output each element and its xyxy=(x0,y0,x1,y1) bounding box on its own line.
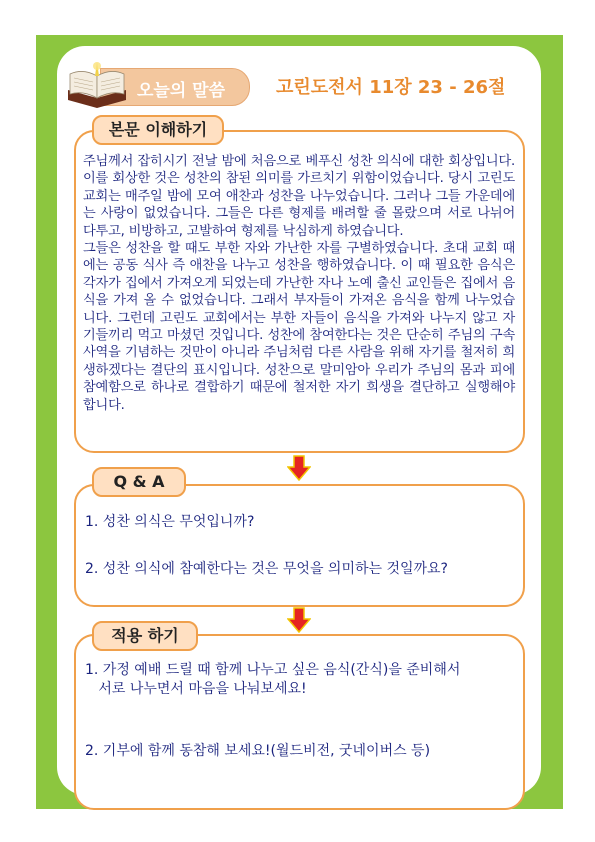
todays-word-label: 오늘의 말씀 xyxy=(137,81,226,101)
qa-section-box xyxy=(74,484,525,607)
apply-section-title: 적용 하기 xyxy=(92,621,198,651)
text-paragraph: 그들은 성찬을 할 때도 부한 자와 가난한 자를 구별하였습니다. 초대 교회 때에는 공동 식사 즉 애찬을 나누고 성찬을 행하였습니다. 이 때 필요한 음식은 각자가 집에서 가져오게 되었는데 가난한 자나 노예 출신 교인들은 집에서 음식을 가져 올 수 없었습니다. 그래서 부자들이 가져온 음식을 함께 나누었습니다. 그런데 고린도 교회에서는 부한 자들이 음식을 가져와 나누지 않고 자기들끼리 먹고 마셨던 것입니다. 성찬에 참여한다는 것은 단순히 주님의 구속 사역을 기념하는 것만이 아니라 주님처럼 다른 사람을 위해 자기를 철저히 희생하겠다는 결단의 표시입니다. 성찬으로 말미암아 우리가 주님의 몸과 피에 참예함으로 하나로 결합하기 때문에 철저한 자기 희생을 결단하고 실행해야 합니다. xyxy=(83,241,515,413)
text-paragraph: 주님께서 잡히시기 전날 밤에 처음으로 베푸신 성찬 의식에 대한 회상입니다. 이를 회상한 것은 성찬의 참된 의미를 가르치기 위함이었습니다. 당시 고린도 교회는 매주일 밤에 모여 애찬과 성찬을 나누었습니다. 그러나 그들 가운데에는 사랑이 없었습니다. 그들은 다른 형제를 배려할 줄 몰랐으며 서로 나뉘어 다투고, 비방하고, 고발하여 형제를 낙심하게 하였습니다. xyxy=(83,154,515,239)
apply-item: 2. 기부에 함께 동참해 보세요!(월드비전, 굿네이버스 등) xyxy=(85,743,431,759)
qa-section-title: Q & A xyxy=(92,467,186,497)
open-bible-icon xyxy=(64,60,130,112)
text-body xyxy=(83,153,515,414)
down-arrow-icon xyxy=(287,455,311,481)
apply-item: 1. 가정 예배 드릴 때 함께 나누고 싶은 음식(간식)을 준비해서 서로 나누면서 마음을 나눠보세요! xyxy=(85,662,461,697)
question-item: 2. 성찬 의식에 참예한다는 것은 무엇을 의미하는 것일까요? xyxy=(85,561,448,577)
question-item: 1. 성찬 의식은 무엇입니까? xyxy=(85,514,255,530)
down-arrow-icon xyxy=(287,607,311,633)
text-section-title: 본문 이해하기 xyxy=(92,115,224,145)
scripture-reference: 고린도전서 11장 23 - 26절 xyxy=(276,77,506,98)
